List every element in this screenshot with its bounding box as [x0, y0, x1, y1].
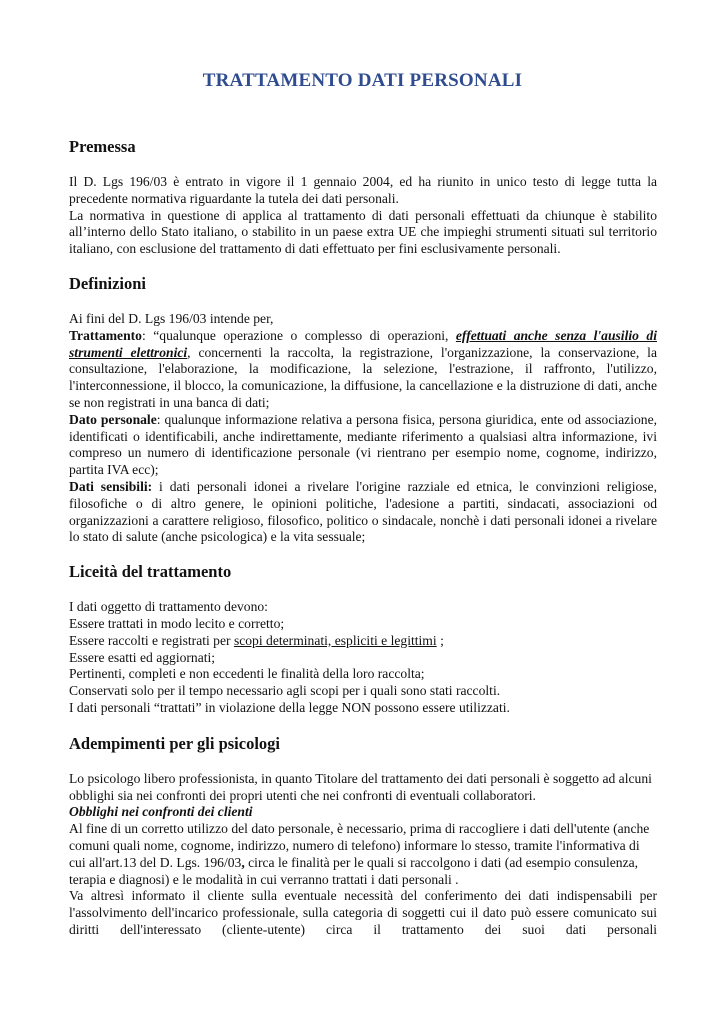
definition-trattamento: Trattamento: “qualunque operazione o complesso di operazioni, effettuati anche senza l'ausilio di strumenti elettronici, concernenti la raccolta, la registrazione, l'organizzazione, la conservazione, la consultazione, l'elaborazione, la modificazione, la selezione, l'estrazione, il raffronto, l'utilizzo, l'interconnessione, il blocco, la comunicazione, la diffusione, la cancellazione e la distruzione di dati, anche se non registrati in una banca di dati; [69, 327, 657, 410]
term-dati-sensibili: Dati sensibili: [69, 478, 153, 494]
liceita-line: Essere trattati in modo lecito e corretto; [69, 615, 285, 631]
document-body [69, 137, 657, 939]
adempimenti-paragraph-1: Lo psicologo libero professionista, in quanto Titolare del trattamento dei dati personali è soggetto ad alcuni obblighi sia nei confronti dei propri utenti che nei confronti di eventuali collaboratori. [69, 770, 652, 803]
liceita-line: I dati personali “trattati” in violazione della legge NON possono essere utilizzati. [69, 699, 510, 715]
liceita-line: I dati oggetto di trattamento devono: [69, 599, 268, 615]
page-title: TRATTAMENTO DATI PERSONALI [202, 70, 523, 91]
section-heading-liceita: Liceità del trattamento [69, 562, 232, 582]
definition-dato-personale: Dato personale: qualunque informazione relativa a persona fisica, persona giuridica, ente od associazione, identificati o identificabili, anche indirettamente, mediante riferimento a qualsiasi altra informazione, ivi compreso un numero di identificazione personale (vi rientrano per esempio nome, cognome, indirizzo, partita IVA ecc); [69, 411, 658, 478]
premessa-paragraph-1: Il D. Lgs 196/03 è entrato in vigore il 1 gennaio 2004, ed ha riunito in unico testo di legge tutta la precedente normativa riguardante la tutela dei dati personali. [69, 174, 657, 206]
term-trattamento: Trattamento [69, 327, 142, 343]
liceita-line: Essere esatti ed aggiornati; [69, 649, 216, 665]
section-heading-definizioni: Definizioni [69, 273, 146, 293]
subheading-obblighi-clienti: Obblighi nei confronti dei clienti [69, 804, 253, 820]
adempimenti-paragraph-2: Al fine di un corretto utilizzo del dato personale, è necessario, prima di raccogliere i dati dell'utente (anche comuni quali nome, cognome, indirizzo, numero di telefono) informare lo stesso, tramite l'informativa di cui all'art.13 del D. Lgs. 196/03, circa le finalità per le quali si raccolgono i dati (ad esempio consulenza, terapia e diagnosi) e le modalità in cui verranno trattati i dati personali . [69, 821, 650, 887]
section-heading-adempimenti: Adempimenti per gli psicologi [69, 733, 280, 753]
underlined-scopi: scopi determinati, espliciti e legittimi [233, 632, 437, 648]
liceita-line: Conservati solo per il tempo necessario agli scopi per i quali sono stati raccolti. [69, 683, 501, 699]
definition-dati-sensibili: Dati sensibili: i dati personali idonei a rivelare l'origine razziale ed etnica, le convinzioni religiose, filosofiche o di altro genere, le opinioni politiche, l'adesione a partiti, sindacati, associazioni od organizzazioni a carattere religioso, filosofico, politico o sindacale, nonchè i dati personali idonei a rivelare lo stato di salute (anche psicologica) e la vita sessuale; [69, 478, 657, 545]
emphasis-strumenti-elettronici: effettuati anche senza l'ausilio di strumenti elettronici [69, 327, 657, 360]
adempimenti-paragraph-3: Va altresì informato il cliente sulla eventuale necessità del conferimento dei dati indispensabili per l'assolvimento dell'incarico professionale, sulla categoria di soggetti cui il dato può essere comunicato sui diritti dell'interessato (cliente-utente) circa il trattamento dei suoi dati personali [69, 888, 657, 937]
liceita-line: Essere raccolti e registrati per scopi determinati, espliciti e legittimi ; [69, 632, 444, 648]
term-dato-personale: Dato personale [69, 411, 157, 427]
premessa-paragraph-2: La normativa in questione di applica al trattamento di dati personali effettuati da chiunque è stabilito all’interno dello Stato italiano, o stabilito in un paese extra UE che impieghi strumenti situati sul territorio italiano, con esclusione del trattamento di dati effettuato per fini esclusivamente personali. [69, 207, 657, 257]
section-heading-premessa: Premessa [69, 137, 136, 156]
definizioni-intro: Ai fini del D. Lgs 196/03 intende per, [69, 310, 274, 326]
liceita-line: Pertinenti, completi e non eccedenti le finalità della loro raccolta; [69, 666, 425, 682]
